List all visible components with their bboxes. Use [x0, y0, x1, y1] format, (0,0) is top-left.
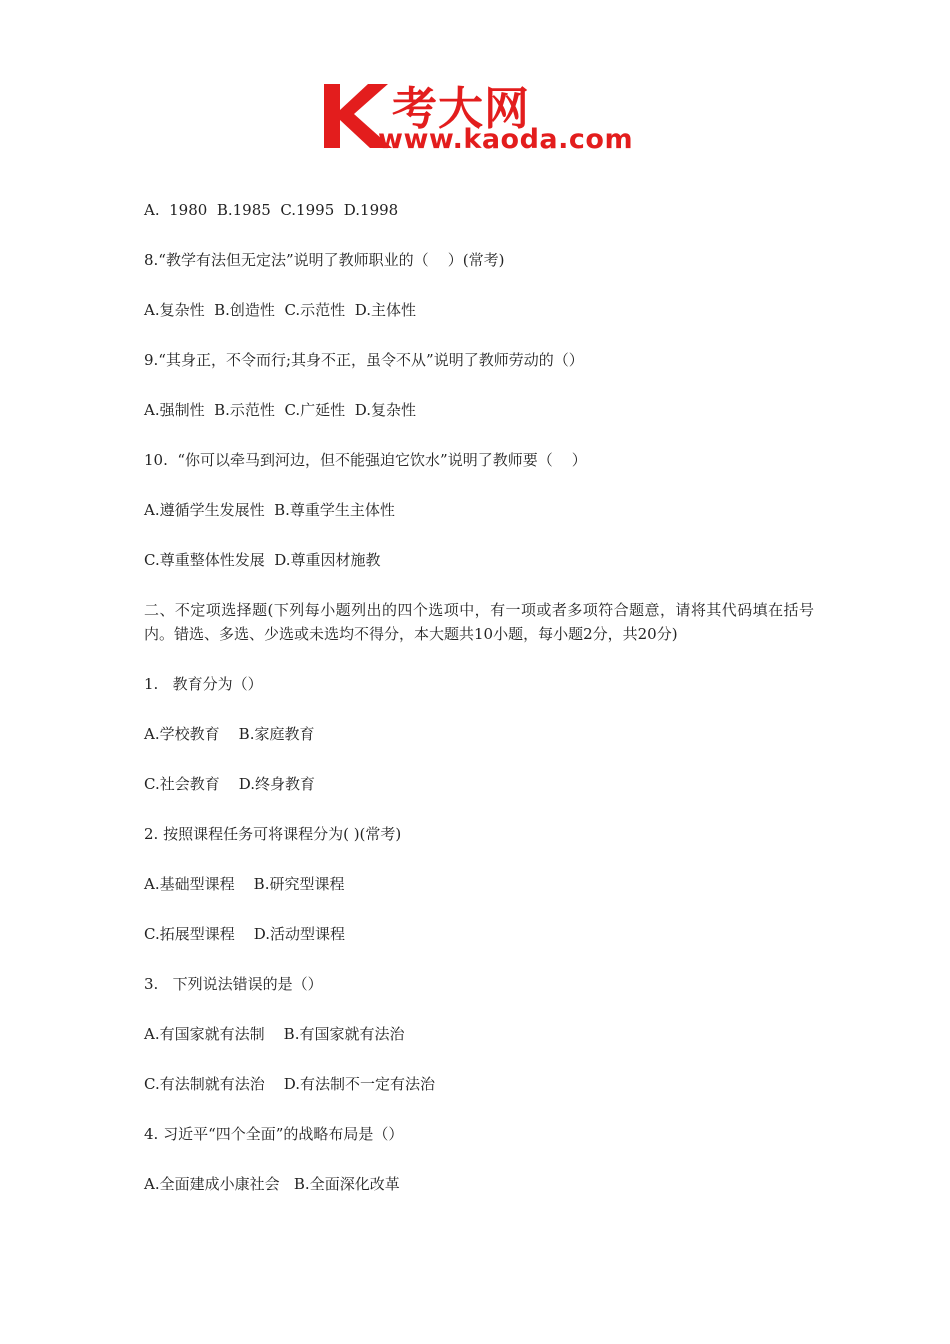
- s2-q3-question: 3. 下列说法错误的是（）: [144, 975, 323, 993]
- s2-q1-question: 1. 教育分为（）: [144, 675, 263, 693]
- s2-q2-options-ab: A.基础型课程 B.研究型课程: [144, 875, 345, 893]
- document-body: [144, 198, 814, 1222]
- q10-options-cd: C.尊重整体性发展 D.尊重因材施教: [144, 551, 381, 569]
- s2-q4-options-ab: A.全面建成小康社会 B.全面深化改革: [144, 1175, 400, 1193]
- q10-question: 10. “你可以牵马到河边，但不能强迫它饮水”说明了教师要（ ）: [144, 451, 587, 469]
- s2-q1-options-cd: C.社会教育 D.终身教育: [144, 775, 316, 793]
- logo-chinese-name: 考大网: [392, 82, 531, 135]
- logo-url: www.kaoda.com: [378, 124, 634, 155]
- kaoda-logo: [318, 80, 640, 162]
- q8-options: A.复杂性 B.创造性 C.示范性 D.主体性: [144, 301, 416, 319]
- q7-options: A. 1980 B.1985 C.1995 D.1998: [144, 201, 399, 219]
- s2-q4-question: 4. 习近平“四个全面”的战略布局是（）: [144, 1125, 404, 1143]
- s2-q1-options-ab: A.学校教育 B.家庭教育: [144, 725, 315, 743]
- s2-q2-options-cd: C.拓展型课程 D.活动型课程: [144, 925, 346, 943]
- s2-q2-question: 2. 按照课程任务可将课程分为( )(常考): [144, 825, 402, 843]
- s2-q3-options-cd: C.有法制就有法治 D.有法制不一定有法治: [144, 1075, 436, 1093]
- q9-options: A.强制性 B.示范性 C.广延性 D.复杂性: [144, 401, 416, 419]
- q8-question: 8.“教学有法但无定法”说明了教师职业的（ ）(常考): [144, 251, 505, 269]
- q9-question: 9.“其身正，不令而行;其身不正，虽令不从”说明了教师劳动的（）: [144, 351, 584, 369]
- s2-q3-options-ab: A.有国家就有法制 B.有国家就有法治: [144, 1025, 405, 1043]
- q10-options-ab: A.遵循学生发展性 B.尊重学生主体性: [144, 501, 395, 519]
- section-2-heading: 二、不定项选择题(下列每小题列出的四个选项中，有一项或者多项符合题意，请将其代码填在括号内。错选、多选、少选或未选均不得分，本大题共10小题，每小题2分，共20分): [144, 601, 814, 643]
